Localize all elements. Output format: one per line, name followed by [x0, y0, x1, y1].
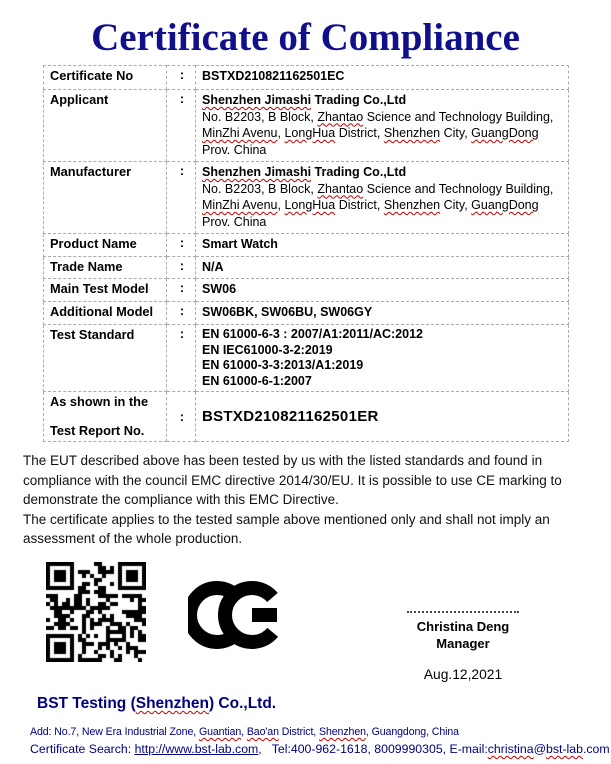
signature-block	[398, 611, 528, 682]
row-value	[196, 302, 569, 325]
spellcheck-word: Zhantao	[317, 181, 364, 196]
certificate-search-link[interactable]: http://www.bst-lab.com	[134, 742, 259, 756]
row-label: Main Test Model	[44, 279, 167, 302]
spellcheck-word: GuangDong	[471, 198, 539, 212]
row-label: Additional Model	[44, 302, 167, 325]
spellcheck-word: LongHua	[284, 126, 336, 140]
qr-code-icon	[46, 562, 146, 662]
row-value	[196, 162, 569, 234]
text-segment: District,	[335, 126, 384, 140]
spellcheck-word: Shenzhen	[319, 726, 366, 738]
row-label: Trade Name	[44, 257, 167, 279]
spellcheck-word: bst-lab	[546, 742, 583, 756]
spellcheck-word: Guantian	[198, 726, 242, 738]
ce-mark-icon	[188, 580, 280, 650]
row-colon: :	[167, 279, 196, 302]
text-segment: Add: No.7, New Era Industrial Zone,	[30, 726, 199, 738]
spellcheck-word: Zhantao	[317, 109, 364, 124]
text-segment: EN 61000-6-3 : 2007/A1:2011/AC:2012	[202, 327, 423, 341]
table-row	[44, 302, 569, 325]
row-label: Certificate No	[44, 66, 167, 90]
text-segment: , Tel:400-962-1618, 8009990305, E-mail:	[258, 742, 488, 756]
row-label: Product Name	[44, 234, 167, 257]
spellcheck-word: MinZhi Avenu	[202, 198, 278, 212]
text-segment: BSTXD210821162501ER	[202, 407, 379, 425]
text-segment: SW06	[202, 282, 237, 296]
text-segment: .com	[582, 742, 610, 756]
text-segment: City,	[440, 126, 472, 140]
signatory-role: Manager	[436, 636, 490, 651]
text-segment: No. B2203, B Block,	[202, 181, 318, 196]
body-paragraph: The certificate applies to the tested sample above mentioned only and shall not imply an assessment of the whole production.	[23, 511, 550, 547]
table-row	[44, 162, 569, 234]
table-row	[44, 257, 569, 279]
row-value	[196, 257, 569, 279]
row-label: As shown in the Test Report No.	[44, 392, 167, 442]
spellcheck-word: christina	[487, 742, 534, 756]
signatory-name: Christina Deng	[416, 619, 510, 634]
row-value	[196, 325, 569, 392]
text-segment: ,	[277, 126, 285, 140]
text-segment: BST Testing (	[37, 695, 136, 712]
table-row	[44, 392, 569, 442]
footer-search-line	[30, 742, 610, 756]
row-colon: :	[167, 66, 196, 90]
spellcheck-word: Shenzhen Jimashi	[202, 93, 312, 107]
spellcheck-word: MinZhi Avenu	[202, 126, 278, 140]
spellcheck-word: GuangDong	[471, 126, 539, 140]
signature-date: Aug.12,2021	[423, 667, 503, 682]
spellcheck-word: Shenzhen	[383, 126, 441, 140]
footer-contact-info	[258, 742, 609, 756]
text-segment: Science and Technology Building,	[363, 109, 554, 124]
row-colon: :	[167, 325, 196, 392]
text-segment: ,	[277, 198, 285, 212]
row-label: Applicant	[44, 90, 167, 162]
row-label: Test Standard	[44, 325, 167, 392]
spellcheck-word: Shenzhen	[135, 695, 209, 712]
row-colon: :	[167, 162, 196, 234]
text-segment: No. B2203, B Block,	[202, 109, 318, 124]
text-segment: ) Co.,Ltd.	[208, 695, 277, 712]
text-segment: Trading Co.,Ltd	[311, 93, 407, 107]
text-segment: EN 61000-6-1:2007	[202, 373, 312, 388]
row-value	[196, 90, 569, 162]
footer-address	[30, 726, 459, 738]
text-segment: SW06BK, SW06BU, SW06GY	[202, 305, 373, 319]
footer-company-name	[37, 695, 276, 713]
row-value	[196, 279, 569, 302]
text-segment: Smart Watch	[202, 237, 278, 251]
certificate-table	[43, 65, 569, 442]
row-value	[196, 66, 569, 90]
text-segment: ,	[241, 726, 247, 738]
certificate-table-body	[44, 66, 569, 442]
row-colon: :	[167, 234, 196, 257]
signature-dotted-line	[407, 611, 519, 613]
text-segment: District,	[335, 198, 384, 212]
spellcheck-word: LongHua	[284, 198, 336, 212]
text-segment: Prov. China	[202, 142, 267, 157]
body-text	[23, 451, 595, 549]
page-title: Certificate of Compliance	[91, 16, 520, 59]
certificate-search-label: Certificate Search:	[30, 742, 135, 756]
table-row	[44, 279, 569, 302]
spellcheck-word: Shenzhen	[383, 198, 441, 212]
body-paragraph: The EUT described above has been tested by us with the listed standards and found in compliance with the council EMC directive 2014/30/EU. It is possible to use CE marking to demonstrate the compliance with this EMC Directive.	[23, 453, 562, 508]
text-segment: City,	[440, 198, 472, 212]
spellcheck-word: Shenzhen Jimashi	[202, 165, 312, 179]
text-segment: Science and Technology Building,	[363, 181, 554, 196]
text-segment: Trading Co.,Ltd	[311, 165, 407, 179]
spellcheck-word: Bao'an	[246, 726, 279, 738]
text-segment: Prov. China	[202, 214, 267, 229]
row-value	[196, 234, 569, 257]
table-row	[44, 325, 569, 392]
text-segment: EN 61000-3-3:2013/A1:2019	[202, 358, 364, 372]
text-segment: EN IEC61000-3-2:2019	[202, 342, 333, 357]
row-colon: :	[167, 392, 196, 442]
row-colon: :	[167, 90, 196, 162]
row-colon: :	[167, 257, 196, 279]
text-segment: District,	[278, 726, 319, 738]
text-segment: , Guangdong, China	[365, 726, 459, 738]
text-segment: N/A	[202, 260, 224, 274]
row-colon: :	[167, 302, 196, 325]
text-segment: @	[533, 742, 547, 756]
table-row	[44, 66, 569, 90]
row-value	[196, 392, 569, 442]
text-segment: BSTXD210821162501EC	[202, 69, 345, 83]
table-row	[44, 234, 569, 257]
row-label: Manufacturer	[44, 162, 167, 234]
table-row	[44, 90, 569, 162]
